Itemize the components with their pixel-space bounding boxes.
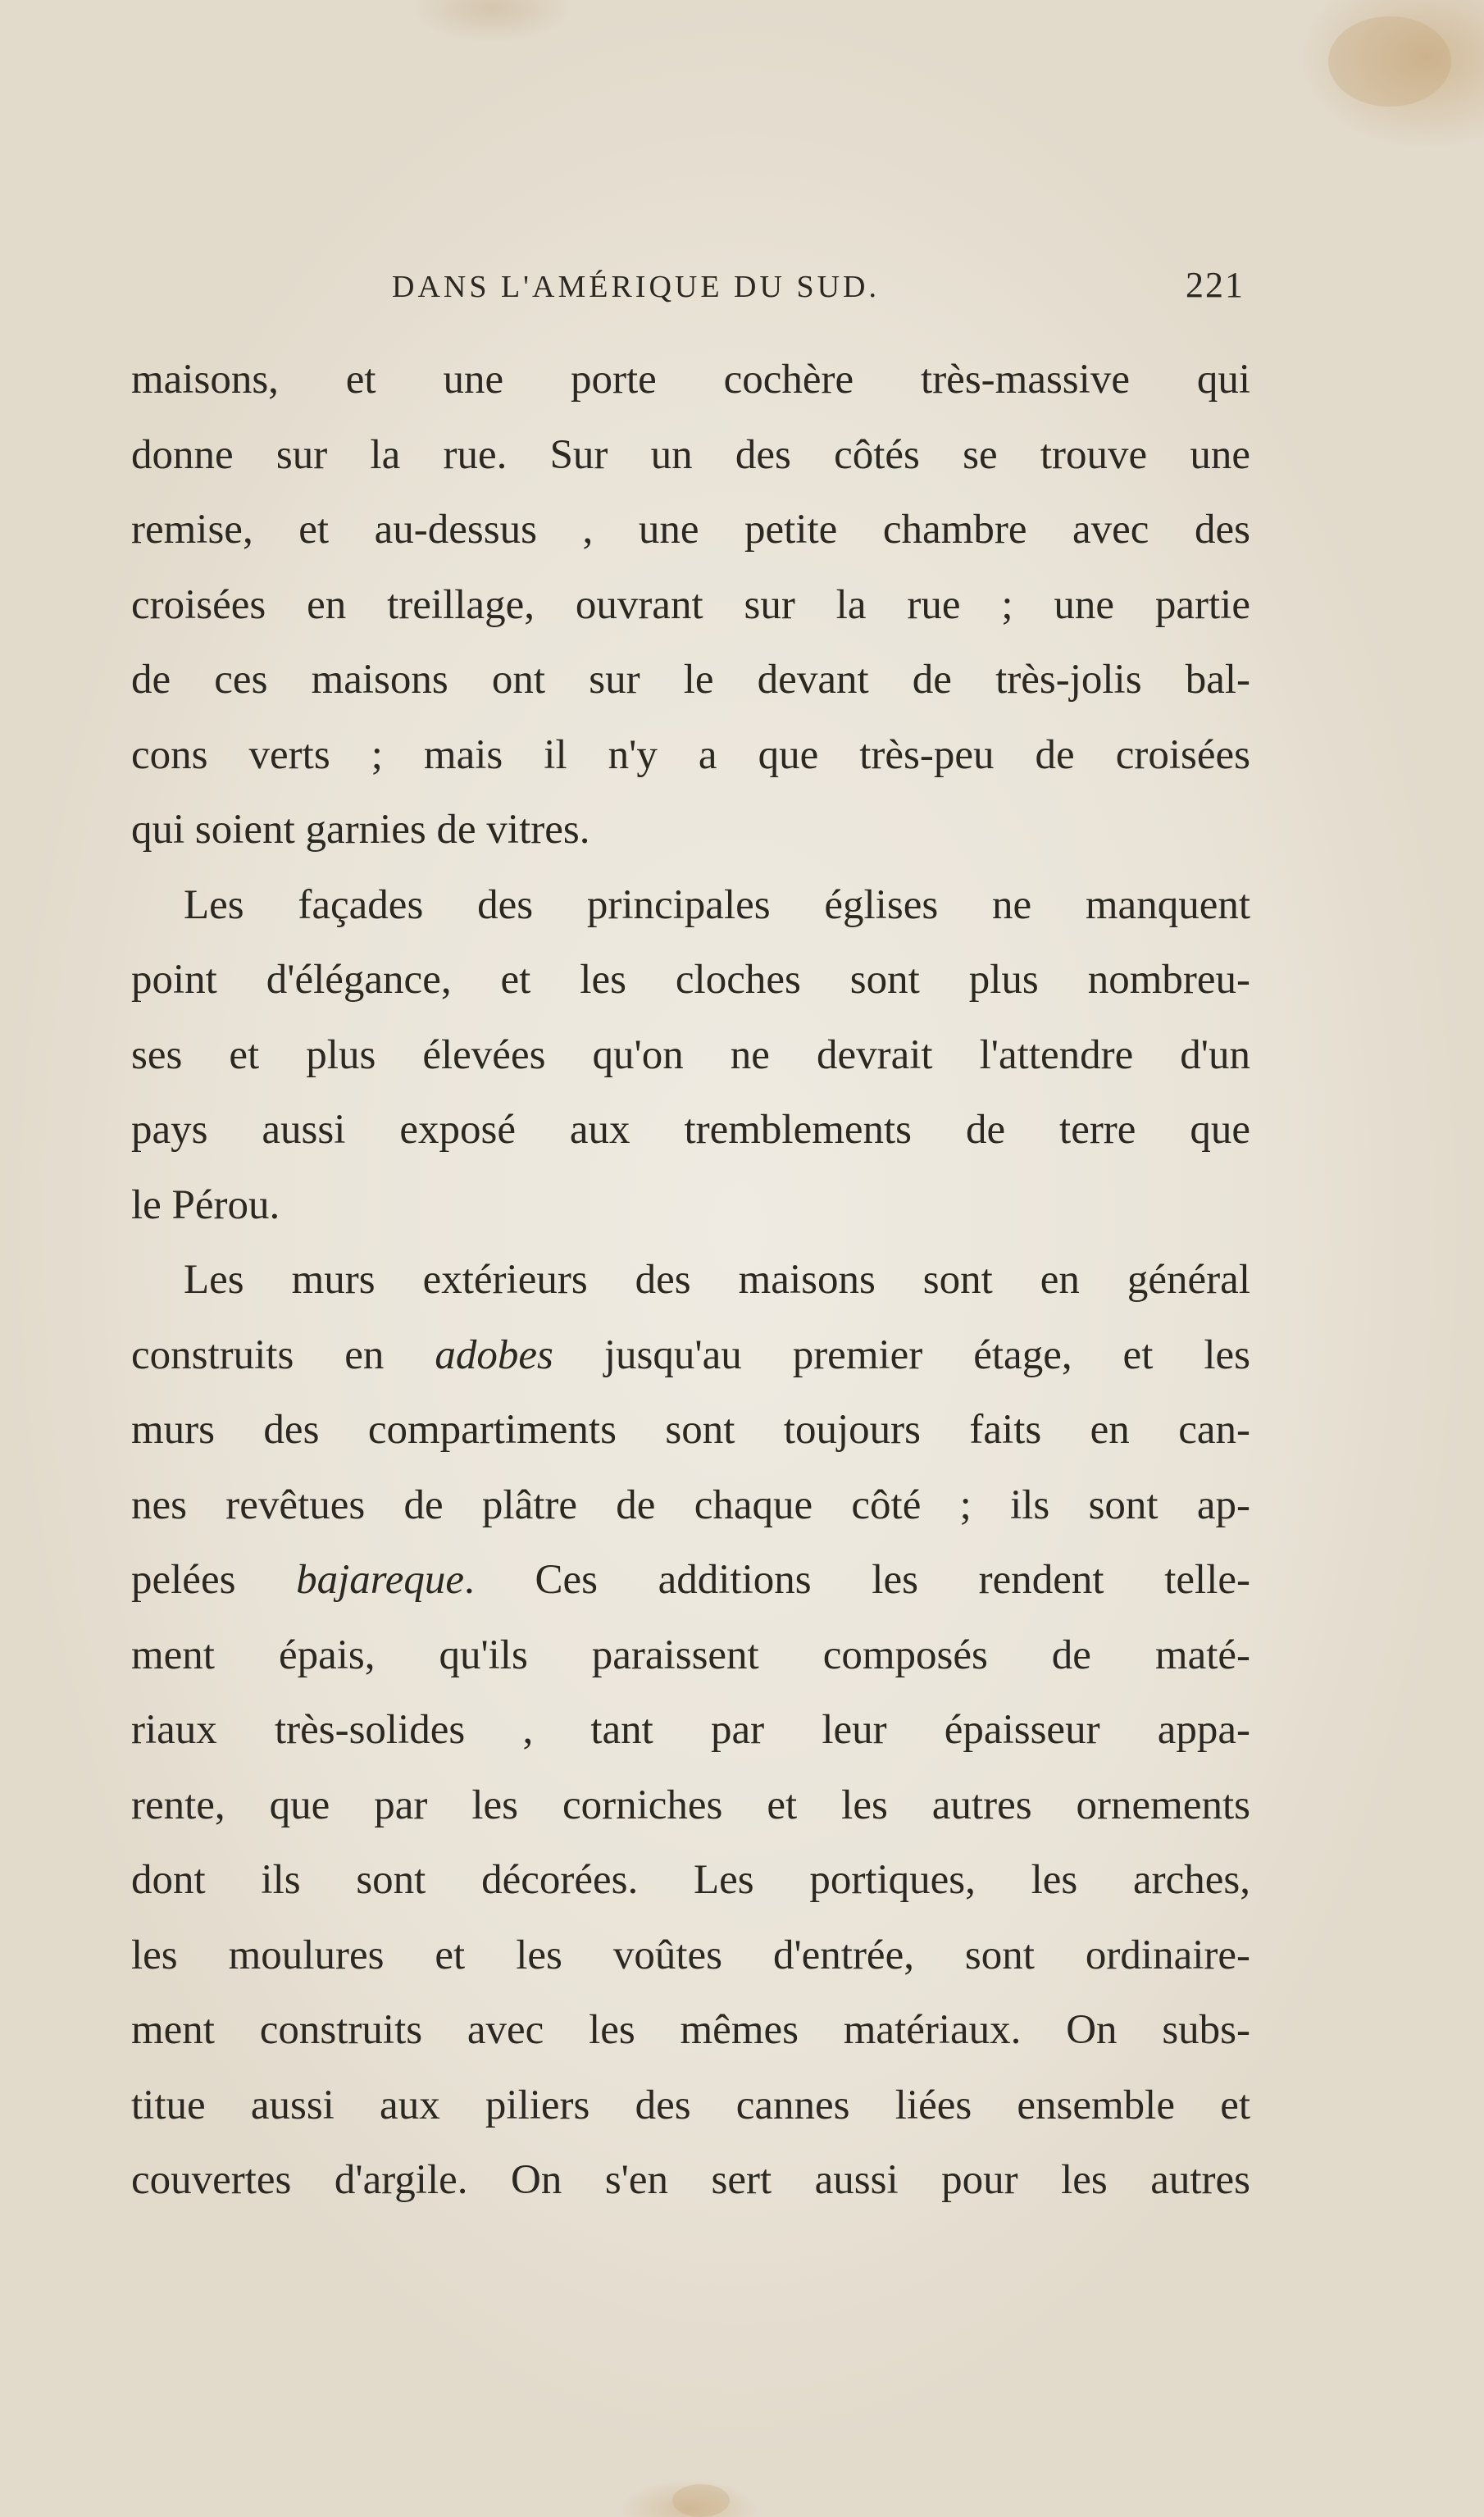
text-line: maisons, et une porte cochère très-massive qui	[131, 357, 1250, 403]
paper-stain	[1328, 16, 1451, 107]
text-line: nes revêtues de plâtre de chaque côté ; ils sont ap-	[131, 1482, 1250, 1528]
body-text	[131, 343, 1250, 2219]
text-line: dont ils sont décorées. Les portiques, les arches,	[131, 1857, 1250, 1903]
italic-term: bajareque	[296, 1557, 465, 1603]
text-line: les moulures et les voûtes d'entrée, sont ordinaire-	[131, 1932, 1250, 1978]
text-line: titue aussi aux piliers des cannes liées ensemble et	[131, 2082, 1250, 2128]
text-line: Les façades des principales églises ne manquent	[184, 881, 1250, 928]
page-number: 221	[1186, 265, 1245, 305]
text-line: pays aussi exposé aux tremblements de terre que	[131, 1107, 1250, 1153]
text-line: point d'élégance, et les cloches sont plus nombreu-	[131, 957, 1250, 1003]
text-line: pelées bajareque. Ces additions les rendent telle-	[131, 1557, 1250, 1603]
text-line: remise, et au-dessus , une petite chambre avec des	[131, 507, 1250, 553]
text-line: de ces maisons ont sur le devant de très-jolis bal-	[131, 657, 1250, 703]
text-line: construits en adobes jusqu'au premier étage, et les	[131, 1331, 1250, 1378]
text-line: rente, que par les corniches et les autres ornements	[131, 1782, 1250, 1828]
text-line: donne sur la rue. Sur un des côtés se trouve une	[131, 431, 1250, 478]
italic-term: adobes	[435, 1331, 553, 1378]
text-line: Les murs extérieurs des maisons sont en général	[184, 1257, 1250, 1303]
text-line: couvertes d'argile. On s'en sert aussi pour les autres	[131, 2157, 1250, 2203]
text-line: riaux très-solides , tant par leur épaisseur appa-	[131, 1707, 1250, 1753]
paper-stain	[672, 2484, 730, 2517]
text-line: murs des compartiments sont toujours faits en can-	[131, 1407, 1250, 1453]
text-line: ment épais, qu'ils paraissent composés de maté-	[131, 1632, 1250, 1678]
text-line: cons verts ; mais il n'y a que très-peu de croisées	[131, 731, 1250, 778]
running-head	[392, 264, 1245, 313]
text-line: le Pérou.	[131, 1181, 280, 1228]
text-line: croisées en treillage, ouvrant sur la rue ; une partie	[131, 581, 1250, 628]
text-line: ment construits avec les mêmes matériaux. On subs-	[131, 2007, 1250, 2053]
running-head-title: DANS L'AMÉRIQUE DU SUD.	[392, 270, 880, 304]
text-line: qui soient garnies de vitres.	[131, 807, 590, 853]
text-line: ses et plus élevées qu'on ne devrait l'attendre d'un	[131, 1031, 1250, 1078]
